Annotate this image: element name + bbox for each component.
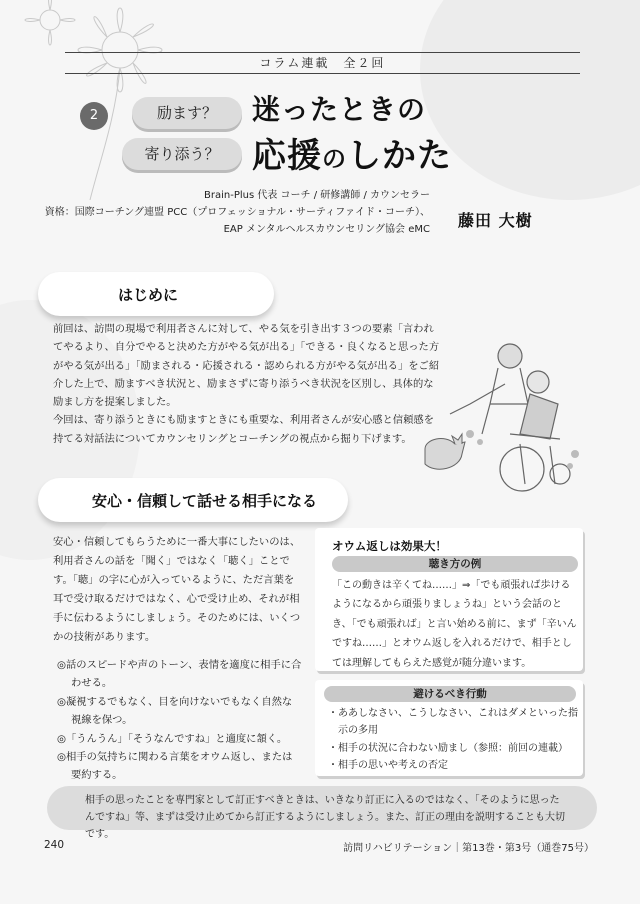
section-title-intro: はじめに — [118, 286, 179, 304]
author-credentials — [45, 187, 430, 238]
list-item: ◎話のスピードや声のトーン、表情を適度に相手に合わせる。 — [57, 659, 302, 690]
journal-info: 訪問リハビリテーション｜第13巻・第3号（通巻75号） — [343, 843, 594, 854]
author-name: 藤田 大樹 — [458, 211, 533, 230]
intro-text — [53, 320, 443, 448]
section-title-trust: 安心・信頼して話せる相手になる — [92, 492, 318, 510]
list-item: ◎「うんうん」「そうなんですね」と適度に頷く。 — [57, 732, 288, 745]
author-line-1: Brain-Plus 代表 コーチ / 研修講師 / カウンセラー — [204, 190, 430, 201]
title-line-2 — [252, 128, 452, 177]
title-word-shikata: しかた — [347, 136, 452, 176]
list-item: ・ああしなさい、こうしなさい、これはダメといった指示の多用 — [328, 708, 578, 737]
article-number: 2 — [80, 102, 108, 130]
technique-list — [57, 656, 302, 785]
trust-paragraph: 安心・信頼してもらうために一番大事にしたいのは、利用者さんの話を「聞く」ではなく「聴く」ことです。「聴」の字に心が入っているように、ただ言葉を耳で受け取るだけではなく、心で受け止め、それが相手に伝わるようにしましょう。そのためには、いくつかの技術があります。 — [53, 536, 301, 643]
page-number: 240 — [44, 839, 65, 851]
author-line-2: 資格：国際コーチング連盟 PCC（プロフェッショナル・サーティファイド・コーチ）、 — [44, 207, 430, 218]
list-item: ・相手の状況に合わない励まし（参照：前回の連載） — [328, 742, 568, 754]
author-line-3: EAP メンタルヘルスカウンセリング協会 eMC — [223, 224, 430, 235]
avoid-list — [328, 705, 578, 775]
parrot-box-heading: オウム返しは効果大！ — [332, 539, 447, 553]
title-word-ouen: 応援 — [252, 136, 322, 176]
title-line-1: 迷ったときの — [252, 93, 427, 126]
list-item: ◎相手の気持ちに関わる言葉をオウム返し、または要約する。 — [57, 751, 293, 782]
parrot-box-text: 「この動きは辛くてね……」⇒「でも頑張れば歩けるようになるから頑張りましょうね」という会話のとき、「でも頑張れば」と言い始める前に、まず「辛いんですね……」とオウム返しを入れるだけで、相手としては理解してもらえた感覚が随分違います。 — [332, 580, 577, 669]
avoid-box-heading: 避けるべき行動 — [324, 686, 576, 702]
title-particle: の — [322, 145, 347, 173]
background-shape — [420, 0, 640, 200]
caregiver-wheelchair-illustration — [410, 334, 585, 494]
trust-body — [53, 533, 301, 647]
intro-paragraph: 今回は、寄り添うときにも励ますときにも重要な、利用者さんが安心感と信頼感を持てる対話法についてカウンセリングとコーチングの視点から掘り下げます。 — [53, 414, 434, 445]
list-item: ◎凝視するでもなく、目を向けないでもなく自然な視線を保つ。 — [57, 695, 293, 727]
list-item: ・相手の思いや考えの否定 — [328, 760, 448, 772]
footnote-note: 相手の思ったことを専門家として訂正すべきときは、いきなり訂正に入るのではなく、「そのように思ったんですね」等、まずは受け止めてから訂正するようにしましょう。また、訂正の理由を説明することも大切です。 — [47, 786, 597, 830]
intro-paragraph: 前回は、訪問の現場で利用者さんに対して、やる気を引き出す３つの要素「言われてやるより、自分でやると決めた方がやる気が出る」「できる・良くなると思った方がやる気が出る」「励まされる・応援される・認められる方がやる気が出る」をご紹介した上で、励ますべき状況と、励まさずに寄り添うべき状況を区別し、具体的な励まし方を提案しました。 — [53, 323, 440, 409]
series-label: コラム連載 全２回 — [65, 52, 580, 74]
parrot-box-subheading: 聴き方の例 — [332, 556, 578, 572]
tag-encourage: 励ます？ — [132, 97, 242, 129]
tag-support: 寄り添う？ — [122, 138, 242, 170]
